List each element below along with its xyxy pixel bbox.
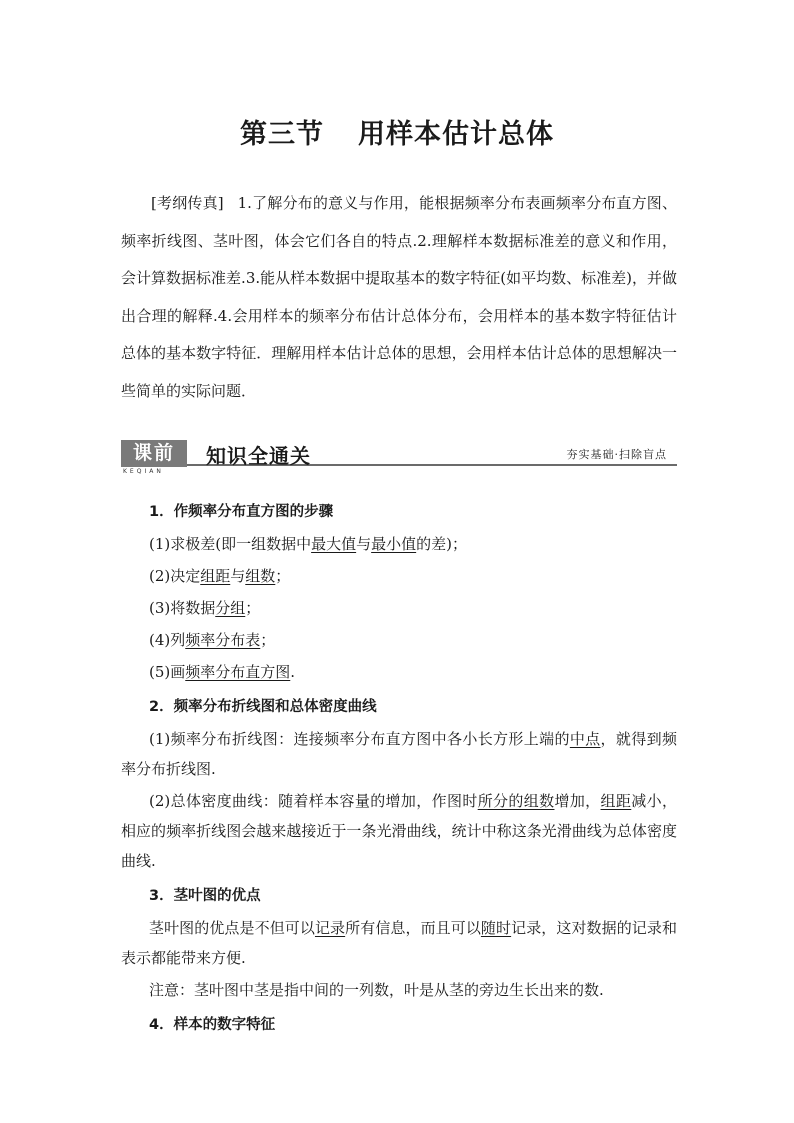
- list-item: (5)画频率分布直方图.: [149, 663, 296, 681]
- underlined-term: 分组: [215, 599, 246, 617]
- underlined-term: 最大值: [311, 535, 357, 553]
- paragraph: 茎叶图的优点是不但可以记录所有信息，而且可以随时记录，这对数据的记录和表示都能带来方便.: [121, 919, 677, 967]
- list-item: (4)列频率分布表；: [149, 631, 276, 649]
- note-paragraph: 注意：茎叶图中茎是指中间的一列数，叶是从茎的旁边生长出来的数.: [149, 981, 604, 999]
- banner-pinyin: KEQIAN: [123, 468, 164, 475]
- heading-sample-features: 4．样本的数字特征: [149, 1017, 276, 1033]
- paragraph: (2)总体密度曲线：随着样本容量的增加，作图时所分的组数增加，组距减小，相应的频率折线图会越来越接近于一条光滑曲线，统计中称这条光滑曲线为总体密度曲线.: [121, 792, 677, 870]
- list-item: (3)将数据分组；: [149, 599, 261, 617]
- underlined-term: 中点: [569, 730, 601, 748]
- syllabus-text: 1.了解分布的意义与作用，能根据频率分布表画频率分布直方图、频率折线图、茎叶图，体会它们各自的特点.2.理解样本数据标准差的意义和作用，会计算数据标准差.3.能从样本数据中提取基本的数字特征(如平均数、标准差)，并做出合理的解释.4.会用样本的频率分布估计总体分布，会用样本的基本数字特征估计总体的基本数字特征．理解用样本估计总体的思想，会用样本估计总体的思想解决一些简单的实际问题．: [121, 194, 677, 400]
- underlined-term: 组数: [245, 567, 276, 585]
- underlined-term: 组距: [200, 567, 231, 585]
- underlined-term: 组距: [600, 792, 632, 810]
- banner-heading: 知识全通关: [206, 444, 311, 468]
- page-title: [0, 112, 794, 151]
- underlined-term: 最小值: [371, 535, 417, 553]
- list-item: (2)决定组距与组数；: [149, 567, 291, 585]
- main-content: [121, 497, 677, 1040]
- section-banner: [121, 437, 677, 481]
- heading-frequency-polygon: 2．频率分布折线图和总体密度曲线: [149, 699, 377, 715]
- banner-rule: [121, 464, 677, 466]
- underlined-term: 记录: [314, 919, 346, 937]
- banner-slogan: 夯实基础·扫除盲点: [566, 448, 667, 461]
- paragraph: (1)频率分布折线图：连接频率分布直方图中各小长方形上端的中点，就得到频率分布折线图.: [121, 730, 677, 778]
- syllabus-tag: [考纲传真]: [151, 194, 224, 212]
- section-title: 用样本估计总体: [358, 119, 554, 150]
- underlined-term: 频率分布直方图: [185, 663, 291, 681]
- heading-histogram-steps: 1．作频率分布直方图的步骤: [149, 504, 334, 520]
- list-item: (1)求极差(即一组数据中最大值与最小值的差)；: [149, 535, 468, 553]
- banner-badge: 课前: [121, 440, 187, 467]
- syllabus-paragraph: [121, 185, 677, 410]
- underlined-term: 所分的组数: [477, 792, 555, 810]
- underlined-term: 随时: [480, 919, 512, 937]
- section-number: 第三节: [240, 119, 324, 150]
- heading-stem-leaf: 3．茎叶图的优点: [149, 888, 261, 904]
- underlined-term: 频率分布表: [185, 631, 261, 649]
